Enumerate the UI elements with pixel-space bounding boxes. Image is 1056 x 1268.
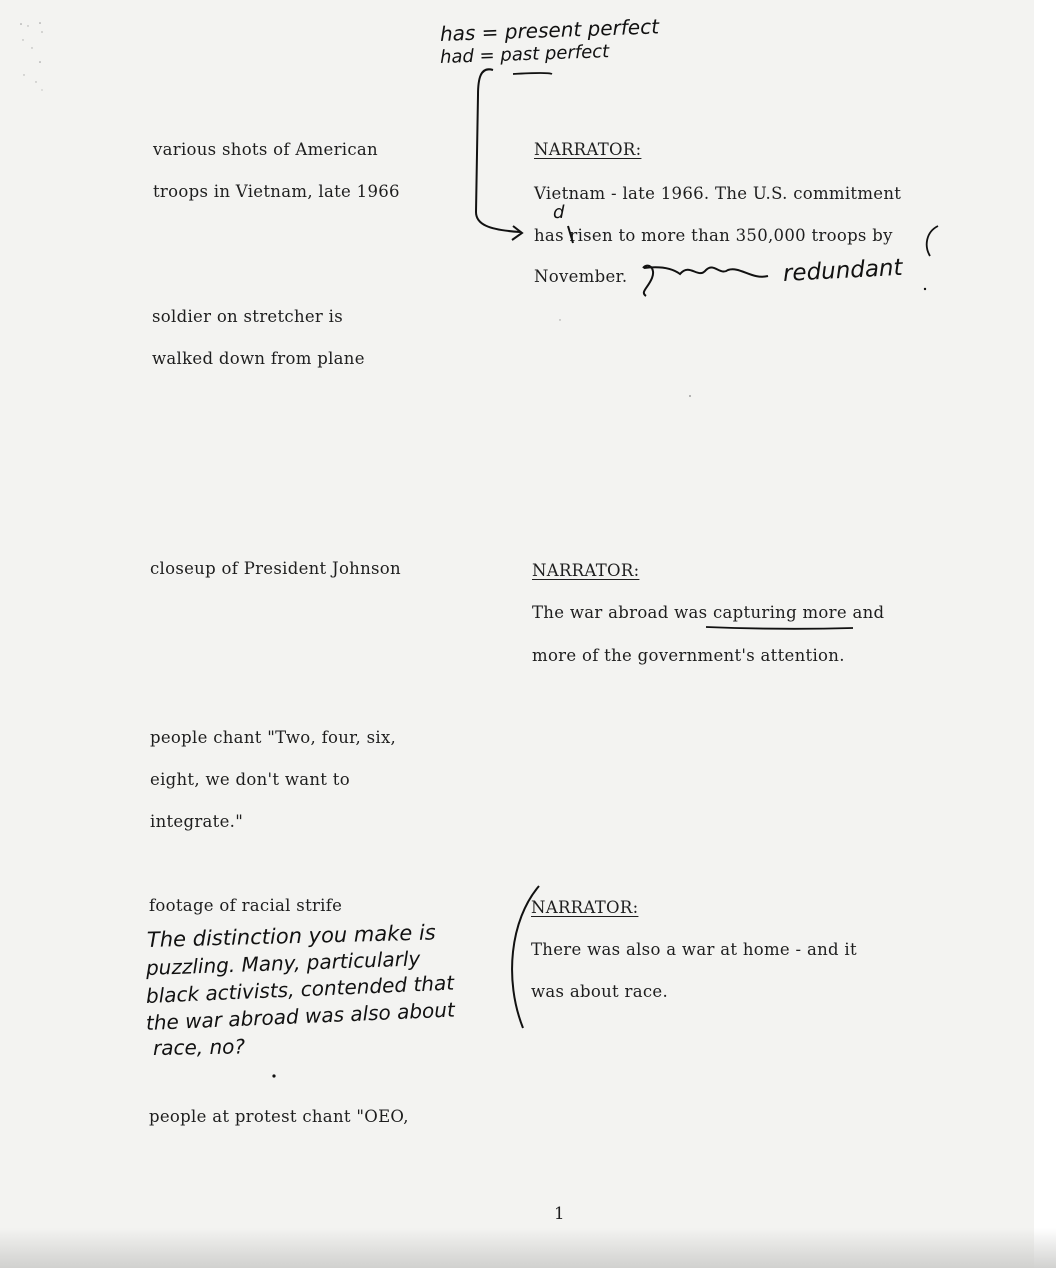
margin-note-line: the war abroad was also about [145,997,456,1035]
narration-line: Vietnam - late 1966. The U.S. commitment [534,184,902,203]
narration-line: November. [534,267,628,286]
margin-note-line: The distinction you make is [146,920,436,952]
grammar-note: has = present perfect [439,14,660,46]
narrator-label: NARRATOR: [532,561,640,580]
underlined-phrase: was capturing [674,603,797,622]
shot-description: people chant "Two, four, six, [150,728,397,747]
margin-note-line: puzzling. Many, particularly [145,946,421,980]
redundant-note: redundant [782,254,904,287]
shot-description: integrate." [150,812,244,831]
narrator-label: NARRATOR: [531,898,639,917]
margin-note-line: black activists, contended that [145,970,455,1008]
shot-description: soldier on stretcher is [152,307,344,326]
narration-line: There was also a war at home - and it [531,940,857,959]
margin-note-line: race, no? [152,1034,246,1060]
narration-line: was about race. [531,982,668,1001]
grammar-note: had = past perfect [439,41,610,68]
shot-description: various shots of American [153,140,378,159]
shot-description: footage of racial strife [149,896,343,915]
narration-text: more and [796,603,885,622]
narration-line: more of the government's attention. [532,646,845,665]
page-number: 1 [554,1204,565,1223]
shot-description: closeup of President Johnson [150,559,401,578]
narrator-label: NARRATOR: [534,140,642,159]
shot-description: troops in Vietnam, late 1966 [153,182,400,201]
shot-description: people at protest chant "OEO, [149,1107,409,1126]
corrected-word: has [534,226,564,245]
shot-description: walked down from plane [152,349,365,368]
narration-text: risen to more than 350,000 troops by [563,226,893,245]
narration-text: The war abroad [532,603,675,622]
correction-letter: d [553,202,565,223]
shot-description: eight, we don't want to [150,770,350,789]
